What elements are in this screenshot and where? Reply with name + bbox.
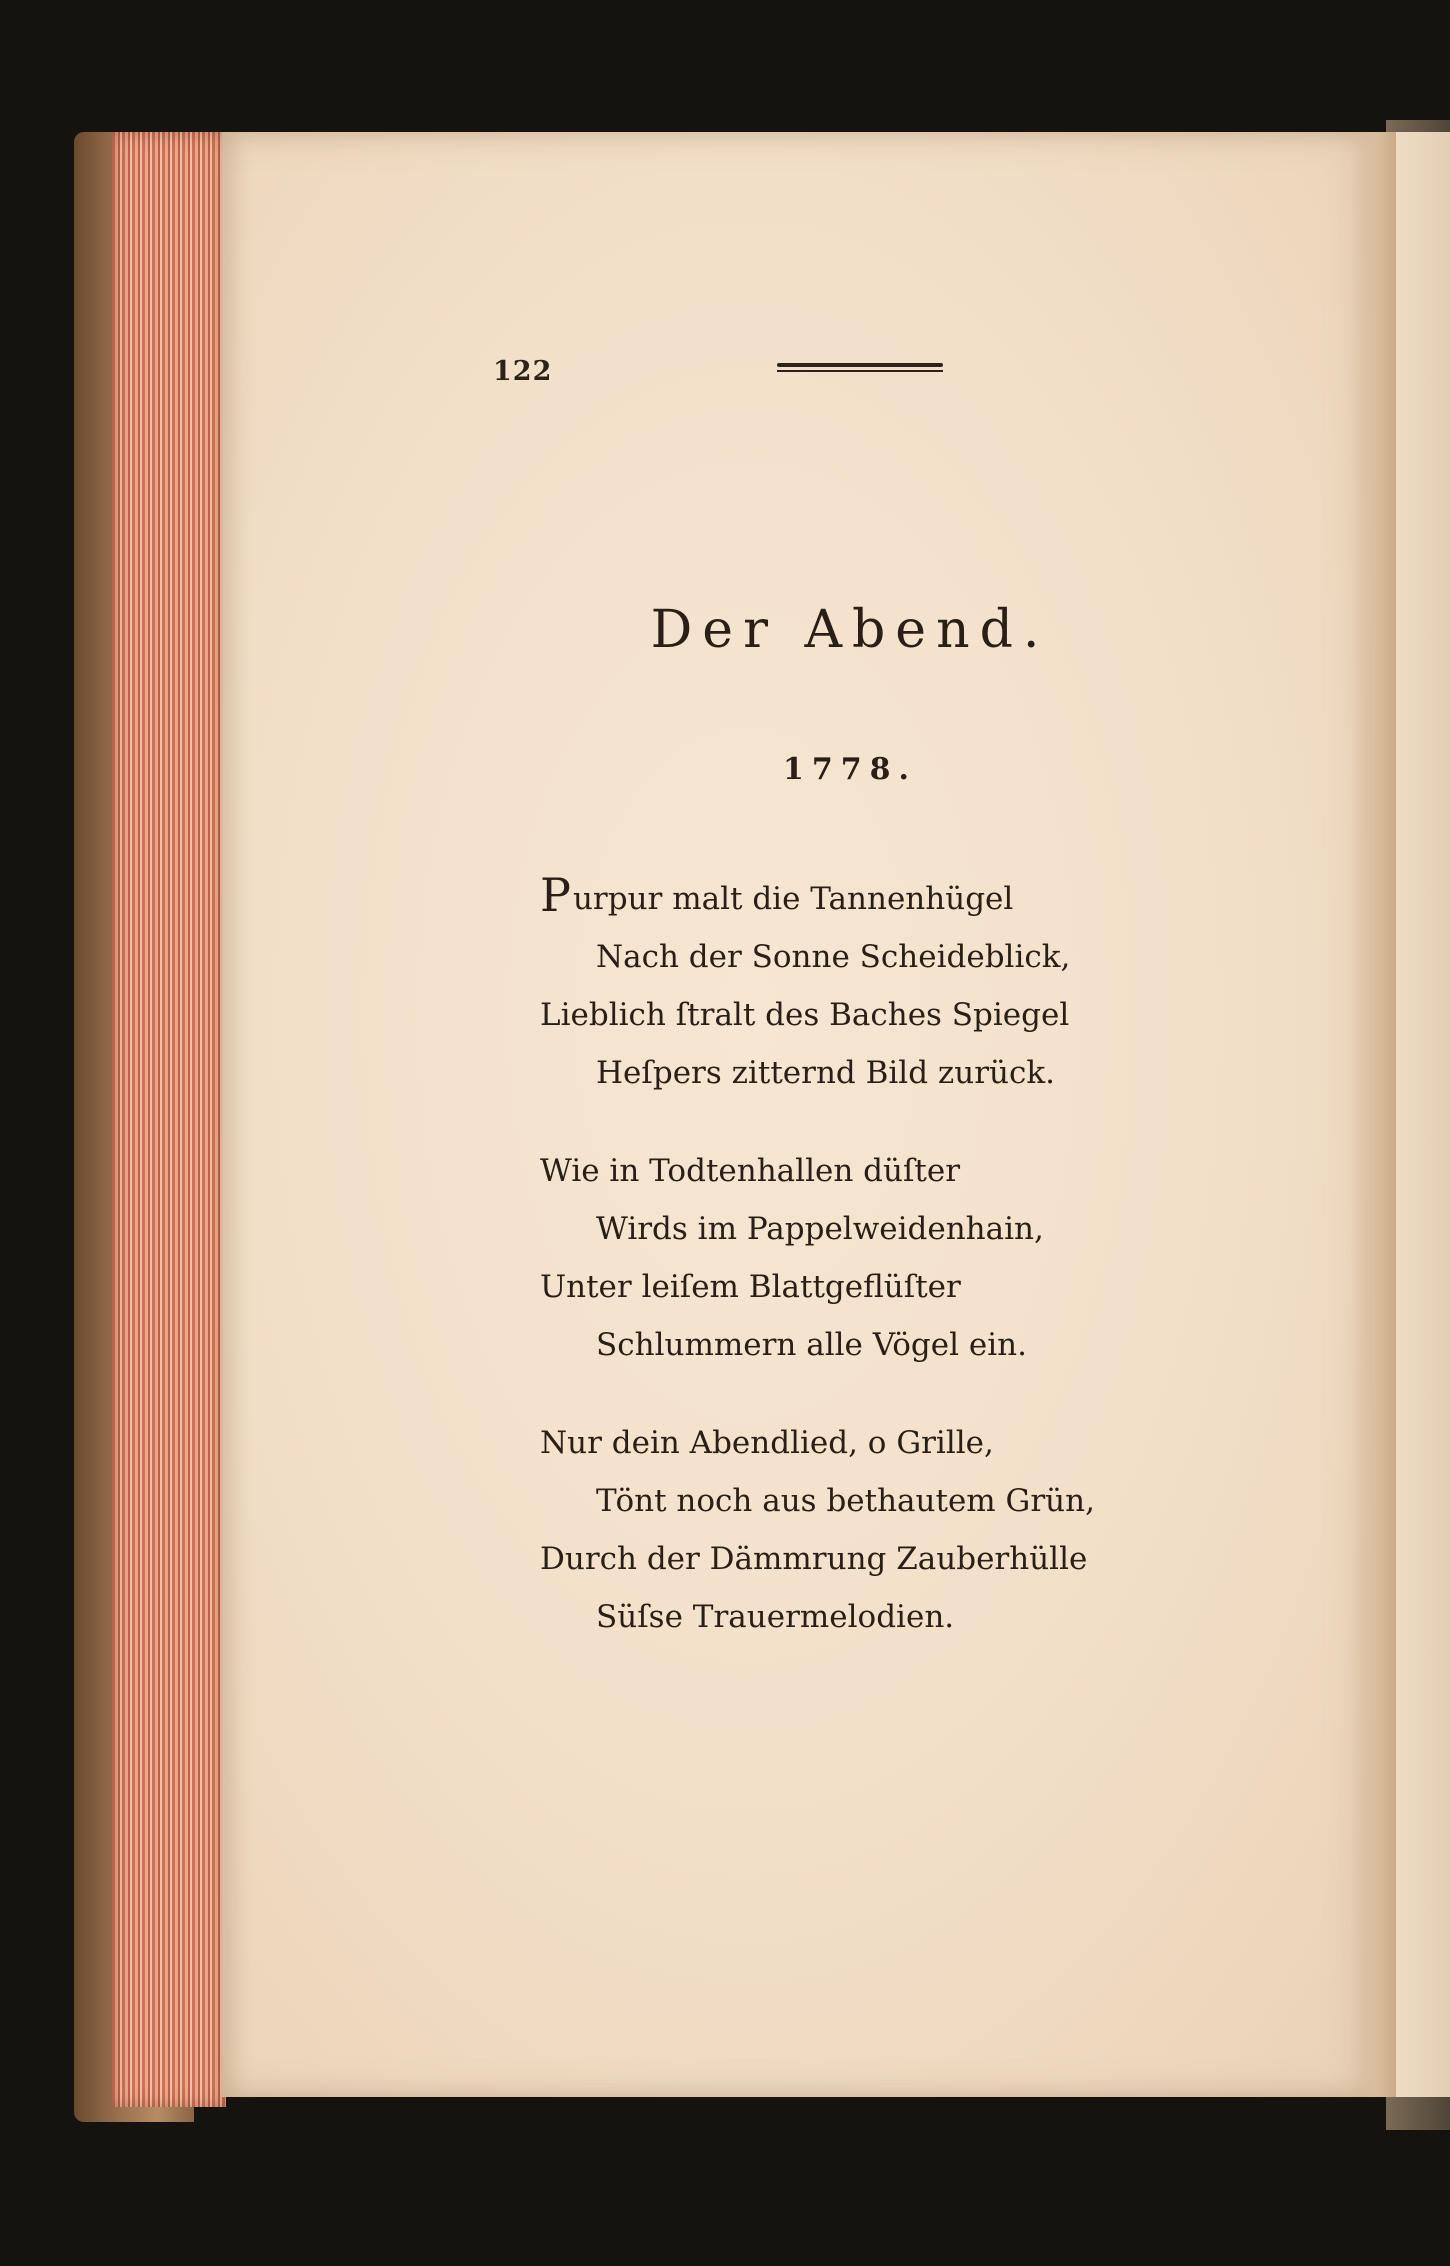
poem-line: Nur dein Abendlied, o Grille,	[540, 1425, 994, 1461]
drop-cap: P	[540, 868, 571, 922]
book-gutter	[1350, 132, 1396, 2097]
poem-body	[540, 870, 1120, 1686]
poem-line: Schlummern alle Vögel ein.	[596, 1327, 1027, 1363]
poem-year: 1778.	[783, 752, 917, 787]
poem-line: Süſse Trauermelodien.	[596, 1599, 955, 1635]
poem-line: Purpur malt die Tannenhügel	[540, 868, 1014, 922]
poem-title: Der Abend.	[650, 600, 1050, 660]
page-number: 122	[493, 356, 553, 387]
header-rule	[777, 363, 943, 373]
facing-page-edge	[1396, 132, 1450, 2097]
page-edges	[112, 132, 226, 2107]
poem-line: Tönt noch aus bethautem Grün,	[596, 1483, 1095, 1519]
stanza	[540, 1142, 1120, 1374]
stanza	[540, 1414, 1120, 1646]
stanza	[540, 870, 1120, 1102]
poem-line: Unter leiſem Blattgeflüſter	[540, 1269, 961, 1305]
poem-line: Wirds im Pappelweidenhain,	[596, 1211, 1044, 1247]
poem-line: Wie in Todtenhallen düſter	[540, 1153, 961, 1189]
poem-line: Heſpers zitternd Bild zurück.	[596, 1055, 1056, 1091]
poem-line: Nach der Sonne Scheideblick,	[596, 939, 1071, 975]
poem-line: Lieblich ſtralt des Baches Spiegel	[540, 997, 1070, 1033]
poem-line: Durch der Dämmrung Zauberhülle	[540, 1541, 1088, 1577]
